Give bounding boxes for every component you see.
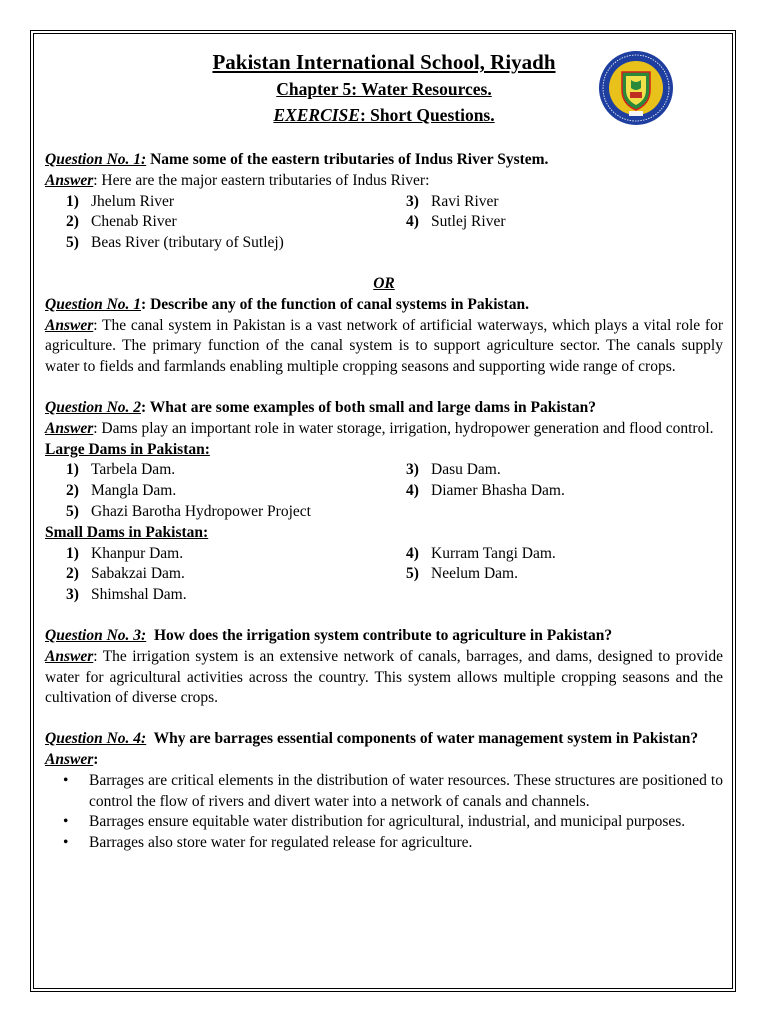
answer-1-label: Answer (45, 171, 94, 189)
question-1b-label: Question No. 1 (45, 295, 142, 313)
list-item: 4) Sutlej River (406, 213, 506, 231)
answer-2-label: Answer (45, 419, 94, 437)
question-4 (45, 729, 723, 750)
list-item: • Barrages also store water for regulated release for agriculture. (45, 833, 723, 854)
bullet-icon: • (63, 771, 69, 789)
question-2-label: Question No. 2 (45, 398, 142, 416)
question-3-text: How does the irrigation system contribute to agriculture in Pakistan? (146, 626, 613, 644)
list-item: 5) Neelum Dam. (406, 565, 518, 583)
question-2 (45, 398, 723, 419)
exercise-title (45, 102, 723, 128)
answer-1-text: : Here are the major eastern tributaries of Indus River: (93, 171, 430, 189)
answer-3-label: Answer (45, 647, 94, 665)
list-item: 1) Khanpur Dam. (66, 544, 184, 562)
tributaries-list (45, 192, 723, 254)
question-3-label: Question No. 3: (45, 626, 147, 644)
answer-1b-text: : The canal system in Pakistan is a vast network of artificial waterways, which plays a vital role for agriculture. The primary function of the canal system is to support agriculture sector. The canals supply water to fields and farmlands enabling multiple cropping seasons and supporting wide range of crops. (45, 316, 723, 376)
small-dams-list (45, 544, 723, 606)
answer-4-colon: : (93, 750, 99, 768)
bullet-icon: • (63, 813, 69, 831)
answer-3-text: : The irrigation system is an extensive network of canals, barrages, and dams, designed to provide water for agricultural activities across the country. This system allows multiple cropping seasons and the cultivation of diverse crops. (45, 647, 723, 707)
list-item: 1) Jhelum River (66, 192, 175, 210)
question-1b-text: : Describe any of the function of canal systems in Pakistan. (141, 295, 529, 313)
or-separator: OR (373, 274, 395, 292)
document-body (45, 48, 723, 854)
answer-3 (45, 647, 723, 709)
question-1-label: Question No. 1: (45, 151, 147, 168)
exercise-rest: : Short Questions. (359, 105, 495, 125)
question-2-text: : What are some examples of both small and large dams in Pakistan? (141, 398, 597, 416)
list-item: 3) Ravi River (406, 192, 499, 210)
list-item: 4) Kurram Tangi Dam. (406, 544, 556, 562)
list-item: 3) Shimshal Dam. (66, 586, 187, 604)
question-3 (45, 626, 723, 647)
answer-1b (45, 316, 723, 378)
list-item: 5) Beas River (tributary of Sutlej) (66, 234, 284, 252)
list-item: 2) Chenab River (66, 213, 177, 231)
list-item: 4) Diamer Bhasha Dam. (406, 482, 565, 500)
question-4-label: Question No. 4: (45, 730, 147, 748)
answer-4-label: Answer (45, 750, 94, 768)
question-1 (45, 150, 723, 171)
chapter-title: Chapter 5: Water Resources. (276, 79, 492, 99)
answer-1 (45, 171, 723, 192)
answer-4 (45, 750, 723, 771)
question-1-text: Name some of the eastern tributaries of Indus River System. (146, 151, 549, 168)
list-item: • Barrages ensure equitable water distribution for agricultural, industrial, and municipal purposes. (45, 812, 723, 833)
answer-2-text: : Dams play an important role in water storage, irrigation, hydropower generation and flood control. (93, 419, 714, 437)
question-4-text: Why are barrages essential components of water management system in Pakistan? (146, 730, 699, 748)
large-dams-list (45, 460, 723, 522)
exercise-label: EXERCISE (273, 105, 360, 125)
question-1b (45, 295, 723, 316)
barrages-list (45, 771, 723, 854)
list-item: • Barrages are critical elements in the distribution of water resources. These structures are positioned to control the flow of rivers and divert water into a network of canals and channels. (45, 771, 723, 813)
list-item: 2) Mangla Dam. (66, 482, 177, 500)
list-item: 3) Dasu Dam. (406, 461, 501, 479)
list-item: 1) Tarbela Dam. (66, 461, 176, 479)
school-title: Pakistan International School, Riyadh (212, 50, 556, 74)
list-item: 2) Sabakzai Dam. (66, 565, 185, 583)
large-dams-heading: Large Dams in Pakistan: (45, 440, 210, 458)
bullet-icon: • (63, 834, 69, 852)
answer-1b-label: Answer (45, 316, 94, 334)
small-dams-heading: Small Dams in Pakistan: (45, 523, 209, 541)
list-item: 5) Ghazi Barotha Hydropower Project (66, 502, 311, 520)
answer-2 (45, 419, 723, 440)
